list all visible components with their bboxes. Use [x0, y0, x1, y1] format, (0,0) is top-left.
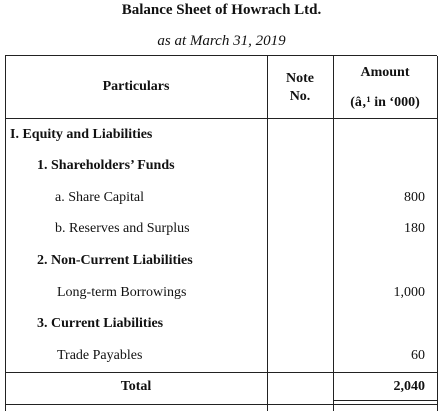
- row-label-equity-and-liabilities: I. Equity and Liabilities: [10, 127, 153, 142]
- row-amount-long-term-borrowings: 1,000: [393, 285, 425, 300]
- row-label-shareholders-funds: 1. Shareholders’ Funds: [37, 158, 175, 173]
- header-note-line1: Note: [286, 71, 314, 86]
- header-note-line2: No.: [289, 89, 311, 104]
- row-label-reserves-and-surplus: b. Reserves and Surplus: [55, 221, 190, 236]
- row-label-trade-payables: Trade Payables: [57, 348, 143, 363]
- table-border-right: [437, 56, 438, 411]
- header-particulars: Particulars: [102, 79, 170, 94]
- row-label-non-current-liabilities: 2. Non-Current Liabilities: [37, 253, 193, 268]
- row-amount-reserves-and-surplus: 180: [404, 221, 425, 236]
- row-amount-share-capital: 800: [404, 190, 425, 205]
- column-divider-note: [267, 56, 268, 411]
- total-bottom-rule: [5, 404, 437, 405]
- row-label-long-term-borrowings: Long-term Borrowings: [57, 285, 187, 300]
- row-label-current-liabilities: 3. Current Liabilities: [37, 316, 164, 331]
- row-amount-trade-payables: 60: [411, 348, 425, 363]
- total-label: Total: [120, 379, 152, 394]
- header-amount-line1: Amount: [360, 65, 410, 80]
- total-top-rule: [5, 372, 437, 373]
- total-amount: 2,040: [393, 379, 425, 394]
- document-subtitle: as at March 31, 2019: [157, 33, 286, 49]
- document-title: Balance Sheet of Howrach Ltd.: [121, 2, 322, 18]
- header-amount-line2: (â‚¹ in ‘000): [350, 95, 420, 110]
- total-double-underline: [333, 400, 437, 401]
- table-border-left: [5, 56, 6, 411]
- header-bottom-rule: [5, 118, 437, 119]
- row-label-share-capital: a. Share Capital: [55, 190, 145, 205]
- balance-sheet-table: [5, 55, 437, 411]
